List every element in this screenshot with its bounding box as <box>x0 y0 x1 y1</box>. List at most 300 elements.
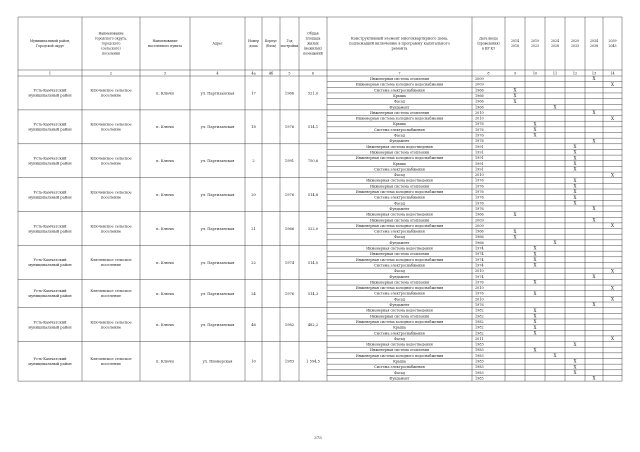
period-mark: X <box>513 87 517 93</box>
structural-element: Система электроснабжения <box>374 263 425 268</box>
locality-name: п. Ключи <box>156 359 174 364</box>
street-address: ул. Партизанская <box>200 125 235 130</box>
structural-element: Фасад <box>394 235 405 240</box>
construction-year: 1976 <box>284 192 295 197</box>
house-number: 22 <box>251 260 256 265</box>
settlement-name: Ключевское сельское <box>90 88 132 93</box>
district-name: Усть-Камчатский <box>33 258 67 263</box>
structural-element: Крыша <box>393 161 406 166</box>
period-mark: X <box>592 302 596 308</box>
repair-date: 1983 <box>475 342 484 347</box>
structural-element: Инженерная система холодного водоснабжения <box>355 156 444 161</box>
repair-date: 1966 <box>475 105 484 110</box>
period-mark: X <box>592 76 596 82</box>
district-name: муниципальный район <box>28 229 72 234</box>
period-mark: X <box>573 194 577 200</box>
period-mark: X <box>533 132 537 138</box>
locality-name: п. Ключи <box>156 91 174 96</box>
period-header: 2039 <box>608 39 617 44</box>
column-number: 4б <box>268 71 274 76</box>
house-number: 20 <box>251 192 256 197</box>
district-name: муниципальный район <box>28 263 72 268</box>
repair-date: 1982 <box>475 319 484 324</box>
column-number: 8 <box>487 71 490 76</box>
construction-year: 1991 <box>284 159 295 164</box>
structural-element: Фундамент <box>389 206 410 211</box>
repair-date: 1983 <box>475 365 484 370</box>
column-header: Конструктивный элемент многоквартирного дома, <box>350 36 449 41</box>
period-mark: X <box>553 104 557 110</box>
period-mark: X <box>513 98 517 104</box>
construction-year: 1966 <box>284 91 295 96</box>
construction-year: 1974 <box>284 260 295 265</box>
period-mark: X <box>533 279 537 285</box>
repair-date: 1976 <box>475 133 484 138</box>
structural-element: Инженерная система отопления <box>370 252 429 257</box>
repair-date: 2010 <box>475 286 484 291</box>
structural-element: Инженерная система холодного водоснабжения <box>355 223 444 228</box>
structural-element: Инженерная система водоотведения <box>366 144 433 149</box>
structural-element: Инженерная система холодного водоснабжения <box>355 257 444 262</box>
period-mark: X <box>592 138 596 144</box>
repair-date: 1966 <box>475 229 484 234</box>
structural-element: Система электроснабжения <box>374 229 425 234</box>
construction-year: 1983 <box>284 359 295 364</box>
structural-element: Инженерная система водоотведения <box>366 342 433 347</box>
repair-date: 2009 <box>475 82 484 87</box>
period-mark: X <box>592 217 596 223</box>
district-name: Усть-Камчатский <box>33 156 67 161</box>
street-address: ул. Партизанская <box>200 291 235 296</box>
repair-date: 1991 <box>475 144 484 149</box>
period-mark: X <box>573 166 577 172</box>
construction-year: 1976 <box>284 125 295 130</box>
structural-element: Фасад <box>394 133 405 138</box>
district-name: Усть-Камчатский <box>33 88 67 93</box>
street-address: ул. Партизанская <box>200 192 235 197</box>
column-header: (проведения) <box>477 41 500 46</box>
district-name: Усть-Камчатский <box>33 224 67 229</box>
period-mark: X <box>573 155 577 161</box>
column-header: постройки <box>280 44 299 49</box>
column-header: Наименование <box>152 39 178 44</box>
period-mark: X <box>573 364 577 370</box>
structural-element: Фундамент <box>389 139 410 144</box>
period-header: 2043 <box>608 44 617 49</box>
district-name: Усть-Камчатский <box>33 357 67 362</box>
repair-date: 1974 <box>475 246 484 251</box>
column-header: (сельского) <box>101 46 121 51</box>
period-mark: X <box>513 211 517 217</box>
column-header: помещений <box>303 51 323 56</box>
repair-date: 2010 <box>475 110 484 115</box>
settlement-name: Ключевское сельское <box>90 156 132 161</box>
repair-date: 1976 <box>475 303 484 308</box>
column-header: Адрес <box>212 41 223 46</box>
structural-element: Система электроснабжения <box>374 331 425 336</box>
settlement-name: Ключевское сельское <box>90 258 132 263</box>
repair-date: 2011 <box>475 336 484 341</box>
structural-element: Фасад <box>394 99 405 104</box>
period-mark: X <box>533 245 537 251</box>
repair-date: 1976 <box>475 184 484 189</box>
repair-date: 1966 <box>475 93 484 98</box>
repair-date: 1991 <box>475 156 484 161</box>
district-name: муниципальный район <box>28 195 72 200</box>
repair-date: 1983 <box>475 359 484 364</box>
repair-date: 1974 <box>475 274 484 279</box>
structural-element: Фасад <box>394 173 405 178</box>
locality-name: п. Ключи <box>156 291 174 296</box>
repair-date: 1976 <box>475 122 484 127</box>
repair-date: 1983 <box>475 376 484 381</box>
period-mark: X <box>533 257 537 263</box>
structural-element: Инженерная система холодного водоснабжения <box>355 319 444 324</box>
column-number: 12 <box>572 71 578 76</box>
house-number: 17 <box>251 91 256 96</box>
district-name: Усть-Камчатский <box>33 190 67 195</box>
repair-date: 1991 <box>475 161 484 166</box>
structural-element: Инженерная система водоотведения <box>366 178 433 183</box>
period-mark: X <box>553 353 557 359</box>
period-mark: X <box>533 262 537 268</box>
column-number: 6 <box>311 71 315 76</box>
period-mark: X <box>533 330 537 336</box>
structural-element: Фасад <box>394 370 405 375</box>
column-header: Наименование <box>98 31 124 36</box>
total-area: 514,8 <box>307 192 319 197</box>
repair-date: 1966 <box>475 235 484 240</box>
repair-date: 1983 <box>475 353 484 358</box>
period-mark: X <box>573 177 577 183</box>
column-number: 10 <box>532 71 538 76</box>
column-header: площадь <box>305 36 321 41</box>
period-mark: X <box>533 121 537 127</box>
period-header: 2014 <box>510 39 520 44</box>
column-header: Муниципальный район, <box>29 39 71 44</box>
period-mark: X <box>533 319 537 325</box>
period-header: 2024 <box>550 39 560 44</box>
settlement-name: Ключевское сельское <box>90 190 132 195</box>
house-number: 24 <box>251 291 256 296</box>
district-name: муниципальный район <box>28 325 72 330</box>
period-mark: X <box>573 358 577 364</box>
structural-element: Крыша <box>393 359 406 364</box>
repair-date: 1976 <box>475 127 484 132</box>
period-mark: X <box>573 200 577 206</box>
repair-date: 1966 <box>475 212 484 217</box>
column-number: 13 <box>591 71 597 76</box>
page-number: 375 <box>314 435 322 440</box>
column-header: Корпус <box>264 39 278 44</box>
period-mark: X <box>592 206 596 212</box>
locality-name: п. Ключи <box>156 260 174 265</box>
repair-date: 1991 <box>475 167 484 172</box>
settlement-name: Ключевское сельское <box>90 320 132 325</box>
structural-element: Инженерная система отопления <box>370 184 429 189</box>
period-mark: X <box>573 370 577 376</box>
period-mark: X <box>513 228 517 234</box>
settlement-name: Ключевское сельское <box>90 289 132 294</box>
repair-date: 1982 <box>475 314 484 319</box>
column-header: дома <box>249 44 258 49</box>
column-number: 11 <box>552 71 558 76</box>
period-header: 2028 <box>550 44 560 49</box>
period-mark: X <box>533 324 537 330</box>
period-header: 2019 <box>530 39 540 44</box>
structural-element: Фасад <box>394 336 405 341</box>
structural-element: Система электроснабжения <box>374 195 425 200</box>
district-name: Усть-Камчатский <box>33 320 67 325</box>
structural-element: Инженерная система отопления <box>370 280 429 285</box>
locality-name: п. Ключи <box>156 159 174 164</box>
street-address: ул. Партизанская <box>200 226 235 231</box>
column-header: городского <box>101 41 121 46</box>
structural-element: Система электроснабжения <box>374 291 425 296</box>
period-mark: X <box>611 81 614 87</box>
settlement-name: поселение <box>100 263 122 268</box>
period-header: 2033 <box>570 44 580 49</box>
period-header: 2018 <box>510 44 520 49</box>
period-mark: X <box>611 172 614 178</box>
structural-element: Фундамент <box>389 303 410 308</box>
locality-name: п. Ключи <box>156 192 174 197</box>
district-name: муниципальный район <box>28 294 72 299</box>
column-header: подлежащий включению в программу капитального <box>349 41 450 46</box>
structural-element: Крыша <box>393 122 406 127</box>
repair-date: 1974 <box>475 252 484 257</box>
structural-element: Инженерная система отопления <box>370 110 429 115</box>
period-mark: X <box>611 296 614 302</box>
column-header: Общая <box>307 31 319 36</box>
repair-date: 1983 <box>475 348 484 353</box>
construction-year: 1982 <box>284 322 295 327</box>
period-mark: X <box>592 110 596 116</box>
structural-element: Инженерная система отопления <box>370 150 429 155</box>
period-mark: X <box>573 183 577 189</box>
period-mark: X <box>611 268 614 274</box>
period-mark: X <box>573 341 577 347</box>
structural-element: Инженерная система холодного водоснабжения <box>355 82 444 87</box>
structural-element: Инженерная система водоотведения <box>366 308 433 313</box>
period-mark: X <box>611 285 614 291</box>
district-name: муниципальный район <box>28 127 72 132</box>
settlement-name: Ключевское сельское <box>90 122 132 127</box>
column-header: жилых <box>307 41 319 46</box>
period-mark: X <box>611 115 614 121</box>
repair-date: 1991 <box>475 150 484 155</box>
locality-name: п. Ключи <box>156 226 174 231</box>
period-mark: X <box>513 234 517 240</box>
house-number: 10 <box>251 359 256 364</box>
structural-element: Инженерная система холодного водоснабжения <box>355 190 444 195</box>
period-mark: X <box>592 375 596 381</box>
period-mark: X <box>533 251 537 257</box>
settlement-name: Ключевское сельское <box>90 357 132 362</box>
structural-element: Инженерная система отопления <box>370 348 429 353</box>
structural-element: Фундамент <box>389 274 410 279</box>
repair-date: 1976 <box>475 206 484 211</box>
house-number: 18 <box>251 125 256 130</box>
period-mark: X <box>533 347 537 353</box>
construction-year: 1966 <box>284 226 295 231</box>
period-header: 2023 <box>530 44 540 49</box>
repair-date: 1976 <box>475 280 484 285</box>
structural-element: Фундамент <box>389 240 410 245</box>
structural-element: Система электроснабжения <box>374 167 425 172</box>
structural-element: Инженерная система водоотведения <box>366 212 433 217</box>
structural-element: Инженерная система холодного водоснабжения <box>355 116 444 121</box>
total-area: 482,2 <box>307 322 319 327</box>
column-header: Городской округ <box>35 44 65 49</box>
column-number: 4 <box>216 71 219 76</box>
structural-element: Фундамент <box>389 105 410 110</box>
repair-date: 1974 <box>475 263 484 268</box>
street-address: ул. Партизанская <box>200 322 235 327</box>
period-mark: X <box>533 290 537 296</box>
total-area: 1 594,5 <box>306 359 320 364</box>
repair-date: 1983 <box>475 370 484 375</box>
settlement-name: поселение <box>100 362 122 367</box>
locality-name: п. Ключи <box>156 125 174 130</box>
structural-element: Инженерная система холодного водоснабжения <box>355 353 444 358</box>
structural-element: Система электроснабжения <box>374 365 425 370</box>
settlement-name: поселение <box>100 294 122 299</box>
total-area: 514,0 <box>307 260 319 265</box>
structural-element: Фундамент <box>389 376 410 381</box>
table-text <box>28 32 616 381</box>
column-number: 7 <box>398 71 401 76</box>
repair-date: 2010 <box>475 297 484 302</box>
column-header: населенного пункта <box>147 44 183 49</box>
repair-date: 1982 <box>475 325 484 330</box>
structural-element: Инженерная система отопления <box>370 77 429 82</box>
repair-date: 2010 <box>475 116 484 121</box>
street-address: ул. Пионерская <box>202 359 233 364</box>
period-header: 2034 <box>589 39 599 44</box>
column-number: 14 <box>610 71 615 76</box>
column-header: Номер <box>247 39 260 44</box>
column-number: 3 <box>163 71 167 76</box>
settlement-name: поселение <box>100 195 122 200</box>
column-number: 5 <box>288 71 291 76</box>
repair-date: 2010 <box>475 173 484 178</box>
settlement-name: поселение <box>100 229 122 234</box>
structural-element: Фасад <box>394 269 405 274</box>
settlement-name: поселение <box>100 161 122 166</box>
house-number: 2 <box>252 159 255 164</box>
structural-element: Фасад <box>394 297 405 302</box>
repair-date: 1976 <box>475 190 484 195</box>
repair-date: 1982 <box>475 331 484 336</box>
column-number: 1 <box>48 71 52 76</box>
column-header: в КР КЗ <box>482 46 495 51</box>
district-name: муниципальный район <box>28 93 72 98</box>
locality-name: п. Ключи <box>156 322 174 327</box>
repair-date: 2009 <box>475 223 484 228</box>
column-header: (блок) <box>265 44 277 49</box>
period-mark: X <box>573 189 577 195</box>
column-header: поселения <box>102 51 120 56</box>
column-number: 4а <box>251 71 256 76</box>
repair-date: 2009 <box>475 77 484 82</box>
settlement-name: поселение <box>100 93 122 98</box>
house-number: 21 <box>251 226 256 231</box>
period-mark: X <box>533 307 537 313</box>
period-mark: X <box>533 127 537 133</box>
district-name: Усть-Камчатский <box>33 122 67 127</box>
column-header: городского округа, <box>94 36 128 41</box>
period-mark: X <box>553 240 557 246</box>
column-number: 9 <box>513 71 517 76</box>
column-header: (нежилых) <box>304 46 322 51</box>
street-address: ул. Партизанская <box>200 159 235 164</box>
structural-element: Система электроснабжения <box>374 88 425 93</box>
period-mark: X <box>513 93 517 99</box>
street-address: ул. Партизанская <box>200 260 235 265</box>
repair-date: 1976 <box>475 139 484 144</box>
column-number: 2 <box>109 71 113 76</box>
street-address: ул. Партизанская <box>200 91 235 96</box>
construction-year: 1976 <box>284 291 295 296</box>
repair-date: 1982 <box>475 308 484 313</box>
structural-element: Крыша <box>393 325 406 330</box>
period-mark: X <box>611 223 614 229</box>
structural-element: Система электроснабжения <box>374 127 425 132</box>
structural-element: Инженерная система холодного водоснабжения <box>355 286 444 291</box>
district-name: Усть-Камчатский <box>33 289 67 294</box>
house-number: 46 <box>251 322 256 327</box>
repair-date: 1976 <box>475 195 484 200</box>
total-area: 521,0 <box>307 91 319 96</box>
repair-date: 1976 <box>475 178 484 183</box>
settlement-name: Ключевское сельское <box>90 224 132 229</box>
period-mark: X <box>592 273 596 279</box>
structural-element: Крыша <box>393 93 406 98</box>
district-name: муниципальный район <box>28 362 72 367</box>
repair-date: 1974 <box>475 257 484 262</box>
repair-date: 1966 <box>475 88 484 93</box>
settlement-name: поселение <box>100 325 122 330</box>
column-header: Год <box>286 39 293 44</box>
period-mark: X <box>573 144 577 150</box>
repair-date: 1976 <box>475 201 484 206</box>
total-area: 522,0 <box>307 226 319 231</box>
period-mark: X <box>533 313 537 319</box>
repair-date: 2010 <box>475 269 484 274</box>
period-header: 2038 <box>589 44 599 49</box>
column-header: ремонта <box>391 46 408 51</box>
period-header: 2029 <box>570 39 580 44</box>
structural-element: Инженерная система отопления <box>370 218 429 223</box>
repair-date: 1966 <box>475 240 484 245</box>
structural-element: Фасад <box>394 201 405 206</box>
total-area: 514,3 <box>307 291 319 296</box>
total-area: 514,1 <box>307 125 319 130</box>
structural-element: Инженерная система водоотведения <box>366 246 433 251</box>
total-area: 750,6 <box>307 159 319 164</box>
repair-date: 1976 <box>475 291 484 296</box>
period-mark: X <box>573 160 577 166</box>
period-mark: X <box>611 336 614 342</box>
district-name: муниципальный район <box>28 161 72 166</box>
structural-element: Инженерная система отопления <box>370 314 429 319</box>
period-mark: X <box>573 149 577 155</box>
repair-date: 1966 <box>475 99 484 104</box>
column-header: Дата ввода <box>479 36 498 41</box>
repair-date: 2009 <box>475 218 484 223</box>
settlement-name: поселение <box>100 127 122 132</box>
